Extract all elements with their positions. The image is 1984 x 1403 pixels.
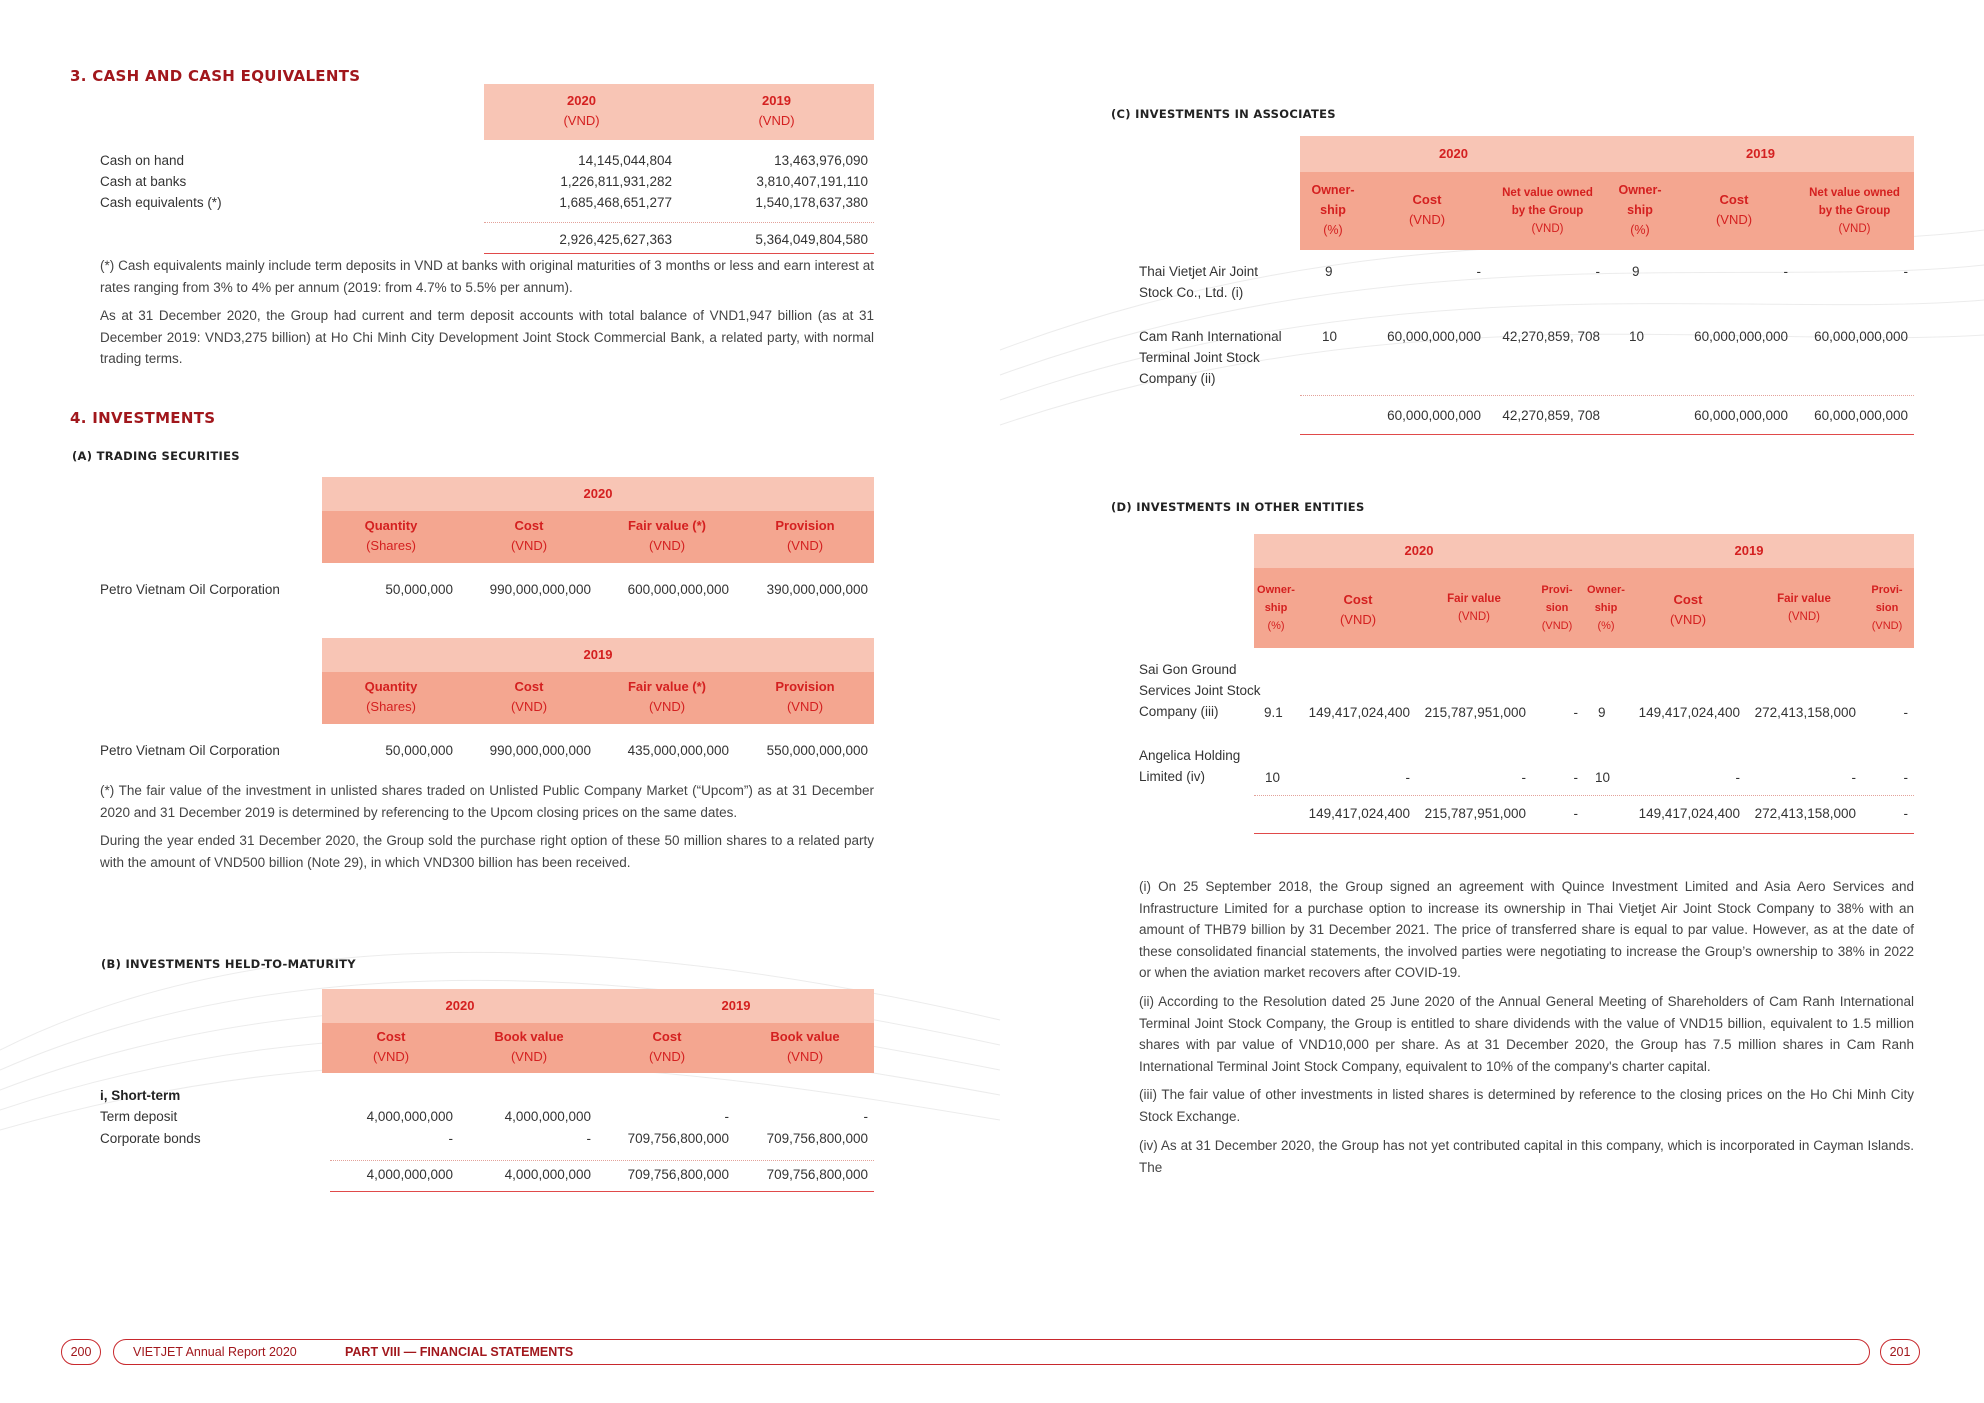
other-total: 149,417,024,400 [1638, 806, 1740, 821]
htm-cell: 709,756,800,000 [766, 1131, 868, 1146]
trading-2019-year: 2019 [583, 647, 613, 662]
trading-2020-year: 2020 [583, 486, 613, 501]
assoc-total: 60,000,000,000 [1814, 408, 1908, 423]
htm-divider [330, 1160, 874, 1161]
section-3-title: 3. CASH AND CASH EQUIVALENTS [70, 67, 361, 85]
col-ownership: Owner- ship (%) [1587, 584, 1625, 632]
other-cell: - [1573, 705, 1578, 720]
col-cost: Cost (VND) [510, 518, 548, 553]
cash-header-2019: 2019 (VND) [758, 93, 795, 128]
trading-2019-cost: 990,000,000,000 [489, 743, 591, 758]
col-cost: Cost (VND) [1408, 192, 1446, 227]
cash-row-label: Cash equivalents (*) [100, 195, 222, 210]
other-total-line [1254, 833, 1914, 834]
cash-note: (*) Cash equivalents mainly include term deposits in VND at banks with original maturities of 3 months or less and earn interest at rates ranging from 3% to 4% per annum (2019: from 4.7% to 5.5% per annum). [100, 258, 874, 295]
page-number-right: 201 [1889, 1345, 1911, 1359]
other-total: - [1903, 806, 1908, 821]
assoc-cell: - [1595, 264, 1600, 279]
other-total: 149,417,024,400 [1308, 806, 1410, 821]
note-iv: (iv) As at 31 December 2020, the Group has not yet contributed capital in this company, which is incorporated in Cayman Islands. The [1139, 1138, 1914, 1175]
col-ownership: Owner- ship (%) [1257, 584, 1295, 632]
htm-row-label: Corporate bonds [100, 1131, 201, 1146]
other-cell: - [1851, 770, 1856, 785]
cash-total-2020: 2,926,425,627,363 [559, 232, 672, 247]
cash-row-2019: 13,463,976,090 [774, 153, 868, 168]
cash-paragraph: As at 31 December 2020, the Group had current and term deposit accounts with total balance of VND1,947 billion (as at 31 December 2019: VND3,275 billion) at Ho Chi Minh City Development Joint Stock Commercial Bank, a related party, with normal trading terms. [100, 308, 874, 366]
col-cost: Cost (VND) [1339, 592, 1377, 627]
trading-2020-provision: 390,000,000,000 [766, 582, 868, 597]
other-cell: 10 [1265, 770, 1281, 785]
held-to-maturity-title: (B) INVESTMENTS HELD-TO-MATURITY [101, 957, 356, 971]
other-divider [1254, 795, 1914, 796]
assoc-total: 60,000,000,000 [1387, 408, 1481, 423]
other-cell: 272,413,158,000 [1754, 705, 1856, 720]
cash-row-2020: 1,685,468,651,277 [559, 195, 672, 210]
trading-2020-cost: 990,000,000,000 [489, 582, 591, 597]
footer-report-name: VIETJET Annual Report 2020 [133, 1345, 297, 1359]
assoc-cell: 42,270,859, 708 [1502, 329, 1600, 344]
col-quantity: Quantity (Shares) [364, 518, 418, 553]
col-provision: Provision (VND) [775, 518, 835, 553]
other-cell: - [1573, 770, 1578, 785]
cash-row-label: Cash at banks [100, 174, 187, 189]
assoc-cell: 10 [1322, 329, 1338, 344]
other-year-2019: 2019 [1734, 543, 1764, 558]
col-provision: Provi- sion (VND) [1541, 584, 1573, 632]
cash-row-2020: 1,226,811,931,282 [560, 174, 672, 189]
associates-year-2019: 2019 [1746, 146, 1775, 161]
htm-total: 4,000,000,000 [504, 1167, 591, 1182]
cash-row-2020: 14,145,044,804 [578, 153, 672, 168]
htm-cell: - [586, 1131, 591, 1146]
cash-row-2019: 3,810,407,191,110 [756, 174, 868, 189]
other-total: - [1573, 806, 1578, 821]
other-entities-title: (D) INVESTMENTS IN OTHER ENTITIES [1111, 500, 1365, 514]
other-cell: 10 [1595, 770, 1611, 785]
col-book-value: Book value (VND) [494, 1029, 564, 1064]
trading-2019-label: Petro Vietnam Oil Corporation [100, 743, 280, 758]
section-4-title: 4. INVESTMENTS [70, 409, 216, 427]
assoc-cell: 9 [1632, 264, 1640, 279]
col-cost: Cost (VND) [510, 679, 548, 714]
htm-cell: 4,000,000,000 [504, 1109, 591, 1124]
trading-2019-fair-value: 435,000,000,000 [627, 743, 729, 758]
col-ownership: Owner- ship (%) [1618, 183, 1662, 237]
other-cell: 215,787,951,000 [1424, 705, 1526, 720]
note-ii: (ii) According to the Resolution dated 25 June 2020 of the Annual General Meeting of Shareholders of Cam Ranh International Terminal Joint Stock Company, the Group is entitled to share dividends with the value of VND15 billion, equivalent to 1.5 million shares with par value of VND10,000 per share. As at 31 December 2020, the Group has 7.5 million shares in Cam Ranh International Terminal Joint Stock Company, equivalent to 10% of the company's charter capital. [1139, 994, 1914, 1074]
cash-header-2020: 2020 (VND) [563, 93, 600, 128]
col-cost: Cost (VND) [1715, 192, 1753, 227]
col-net-value: Net value owned by the Group (VND) [1502, 187, 1593, 235]
assoc-cell: 60,000,000,000 [1814, 329, 1908, 344]
col-book-value: Book value (VND) [770, 1029, 840, 1064]
col-fair-value: Fair value (VND) [1777, 593, 1831, 623]
trading-2019-provision: 550,000,000,000 [766, 743, 868, 758]
other-total: 215,787,951,000 [1424, 806, 1526, 821]
htm-year-2019: 2019 [721, 998, 751, 1013]
other-cell: 9 [1598, 705, 1606, 720]
assoc-cell: - [1903, 264, 1908, 279]
htm-year-2020: 2020 [445, 998, 475, 1013]
cash-total-2019: 5,364,049,804,580 [755, 232, 868, 247]
col-net-value: Net value owned by the Group (VND) [1809, 187, 1900, 235]
col-cost: Cost (VND) [648, 1029, 686, 1064]
trading-2020-label: Petro Vietnam Oil Corporation [100, 582, 280, 597]
note-i: (i) On 25 September 2018, the Group signed an agreement with Quince Investment Limited and Asia Aero Services and Infrastructure Limited for a purchase option to increase its ownership in Thai Vietjet Air Joint Stock Company to 38% with an amount of THB79 billion by 31 December 2021. The price of transferred share is equal to par value. However, as at the date of these consolidated financial statements, the involved parties were negotiating to increase the Group’s ownership to 38% in 2022 or when the aviation market recovers after COVID-19. [1139, 879, 1914, 980]
assoc-cell: - [1476, 264, 1481, 279]
htm-total: 709,756,800,000 [766, 1167, 868, 1182]
htm-cell: - [724, 1109, 729, 1124]
htm-cell: 709,756,800,000 [627, 1131, 729, 1146]
entity-label: Angelica Holding Limited (iv) [1139, 748, 1241, 784]
cash-row-2019: 1,540,178,637,380 [755, 195, 868, 210]
htm-cell: - [863, 1109, 868, 1124]
col-cost: Cost (VND) [1669, 592, 1707, 627]
other-cell: - [1405, 770, 1410, 785]
other-cell: 149,417,024,400 [1638, 705, 1740, 720]
assoc-cell: - [1783, 264, 1788, 279]
htm-group-label: i, Short-term [100, 1088, 181, 1103]
cash-divider [484, 222, 874, 223]
trading-2019-quantity: 50,000,000 [385, 743, 453, 758]
trading-2020-quantity: 50,000,000 [385, 582, 453, 597]
other-cell: 149,417,024,400 [1308, 705, 1410, 720]
htm-cell: 4,000,000,000 [366, 1109, 453, 1124]
associate-label: Thai Vietjet Air Joint Stock Co., Ltd. (i) [1139, 264, 1259, 300]
assoc-cell: 60,000,000,000 [1387, 329, 1481, 344]
cash-row-label: Cash on hand [100, 153, 185, 168]
other-cell: 9.1 [1264, 705, 1283, 720]
page-number-left: 200 [70, 1345, 92, 1359]
associates-title: (C) INVESTMENTS IN ASSOCIATES [1111, 107, 1336, 121]
other-cell: - [1903, 705, 1908, 720]
other-year-2020: 2020 [1404, 543, 1434, 558]
other-cell: - [1521, 770, 1526, 785]
col-cost: Cost (VND) [372, 1029, 410, 1064]
col-ownership: Owner- ship (%) [1311, 183, 1355, 237]
trading-2020-fair-value: 600,000,000,000 [627, 582, 729, 597]
associates-year-2020: 2020 [1439, 146, 1468, 161]
htm-row-label: Term deposit [100, 1109, 178, 1124]
htm-total: 709,756,800,000 [627, 1167, 729, 1182]
col-provision: Provision (VND) [775, 679, 835, 714]
assoc-cell: 10 [1629, 329, 1645, 344]
col-fair-value: Fair value (*) (VND) [627, 679, 707, 714]
htm-cell: - [448, 1131, 453, 1146]
assoc-cell: 9 [1325, 264, 1333, 279]
col-provision: Provi- sion (VND) [1871, 584, 1903, 632]
footer-part-title: PART VIII — FINANCIAL STATEMENTS [345, 1345, 574, 1359]
cash-total-line [484, 253, 874, 254]
entity-label: Sai Gon Ground Services Joint Stock Company (iii) [1139, 662, 1261, 719]
other-cell: - [1903, 770, 1908, 785]
associate-label: Cam Ranh International Terminal Joint Stock Company (ii) [1139, 329, 1282, 386]
assoc-divider [1300, 395, 1914, 396]
other-cell: - [1735, 770, 1740, 785]
trading-securities-title: (A) TRADING SECURITIES [72, 449, 240, 463]
trading-paragraph: During the year ended 31 December 2020, the Group sold the purchase right option of these 50 million shares to a related party with the amount of VND500 billion (Note 29), in which VND300 billion has been received. [100, 833, 874, 870]
htm-total: 4,000,000,000 [366, 1167, 453, 1182]
col-fair-value: Fair value (*) (VND) [627, 518, 707, 553]
assoc-total: 42,270,859, 708 [1502, 408, 1600, 423]
assoc-total: 60,000,000,000 [1694, 408, 1788, 423]
htm-total-line [330, 1191, 874, 1192]
col-quantity: Quantity (Shares) [364, 679, 418, 714]
other-total: 272,413,158,000 [1754, 806, 1856, 821]
note-iii: (iii) The fair value of other investments in listed shares is determined by reference to the closing prices on the Ho Chi Minh City Stock Exchange. [1139, 1087, 1914, 1124]
assoc-total-line [1300, 434, 1914, 435]
assoc-cell: 60,000,000,000 [1694, 329, 1788, 344]
trading-note: (*) The fair value of the investment in unlisted shares traded on Unlisted Public Company Market (“Upcom”) as at 31 December 2020 and 31 December 2019 is determined by referencing to the Upcom closing prices on the same dates. [100, 783, 874, 820]
col-fair-value: Fair value (VND) [1447, 593, 1501, 623]
